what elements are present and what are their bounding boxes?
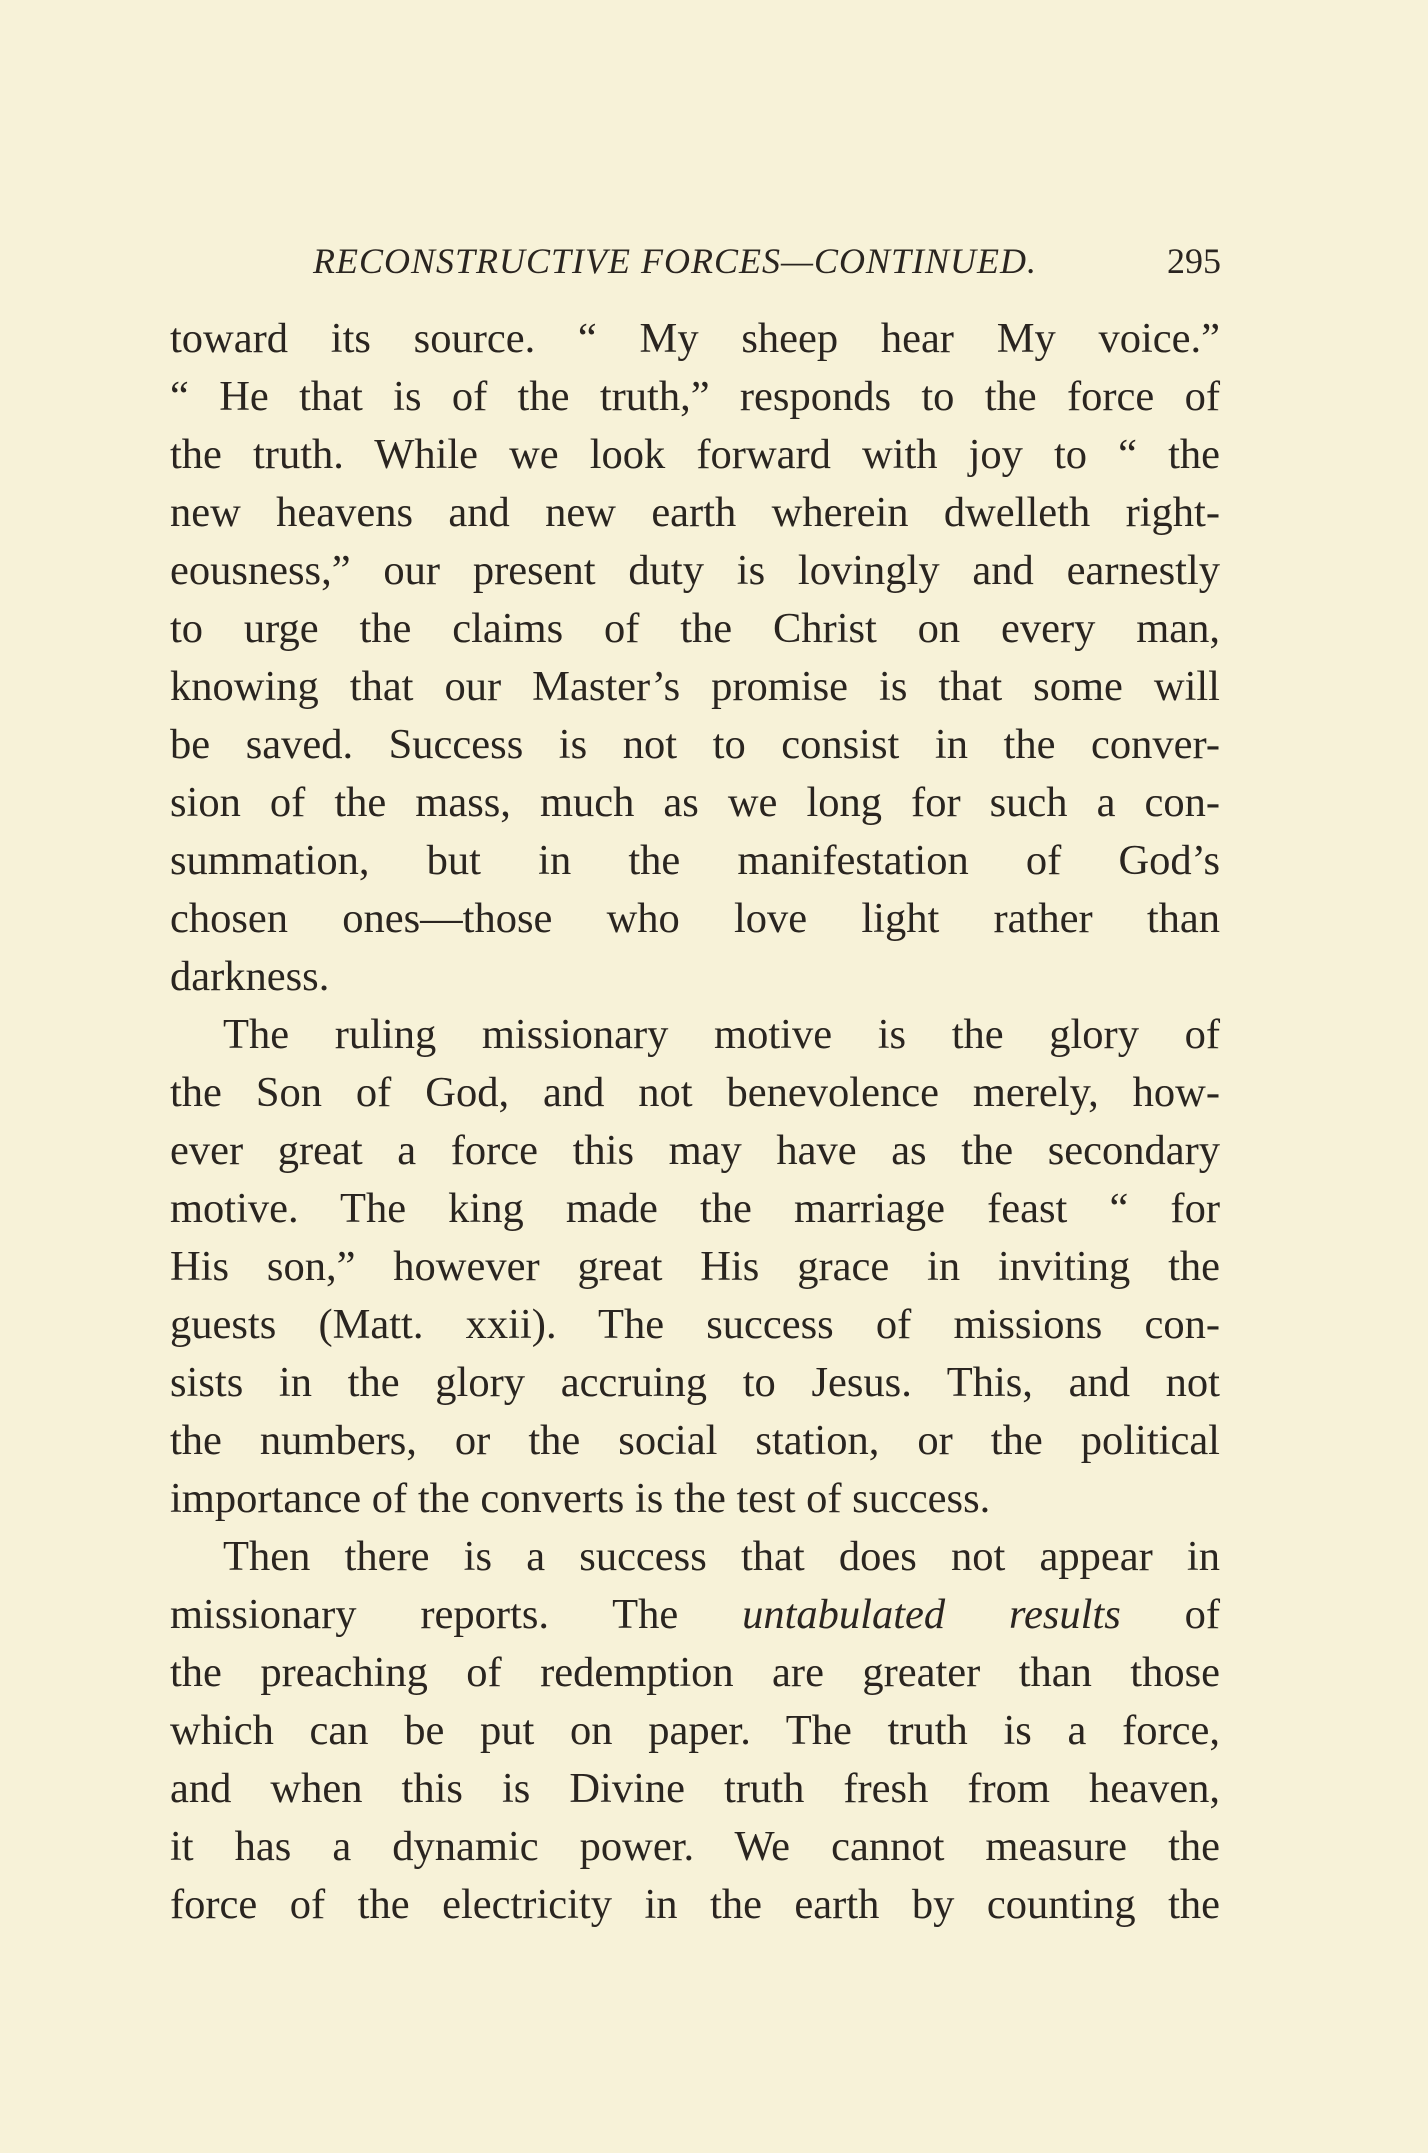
text-line: toward its source. “ My sheep hear My voice.” (170, 315, 1220, 362)
running-head (313, 240, 1221, 290)
text-line: it has a dynamic power. We cannot measure the (170, 1823, 1220, 1870)
text-line: and when this is Divine truth fresh from heaven, (170, 1765, 1220, 1812)
text-line: guests (Matt. xxii). The success of missions con- (170, 1301, 1220, 1348)
text-line (170, 1586, 1220, 1644)
text-line: His son,” however great His grace in inviting the (170, 1243, 1220, 1290)
text-line: ever great a force this may have as the secondary (170, 1127, 1220, 1174)
text-line: which can be put on paper. The truth is a force, (170, 1707, 1220, 1754)
text-line: eousness,” our present duty is lovingly and earnestly (170, 547, 1220, 594)
text-line: be saved. Success is not to consist in the conver- (170, 721, 1220, 768)
running-head-title: RECONSTRUCTIVE FORCES—CONTINUED. (313, 241, 1038, 281)
body-text (170, 310, 1220, 1934)
text-line: sists in the glory accruing to Jesus. This, and not (170, 1359, 1220, 1406)
text-line: importance of the converts is the test of success. (170, 1475, 991, 1522)
text-line: chosen ones—those who love light rather than (170, 895, 1220, 942)
text-line: new heavens and new earth wherein dwelleth right- (170, 489, 1220, 536)
paragraph-3 (170, 1528, 1220, 1934)
text-line: sion of the mass, much as we long for such a con- (170, 779, 1220, 826)
paragraph-1 (170, 310, 1220, 1006)
text-line: motive. The king made the marriage feast “ for (170, 1185, 1220, 1232)
text-line: Then there is a success that does not appear in (223, 1533, 1220, 1580)
italic-emphasis: untabulated results (742, 1591, 1121, 1638)
text-line: darkness. (170, 953, 330, 1000)
text-line: to urge the claims of the Christ on every man, (170, 605, 1220, 652)
text-segment: of (1184, 1591, 1221, 1638)
page-number: 295 (1167, 241, 1221, 281)
text-line: The ruling missionary motive is the glory of (223, 1011, 1220, 1058)
text-line: the truth. While we look forward with joy to “ the (170, 431, 1220, 478)
paragraph-2 (170, 1006, 1220, 1528)
text-line: force of the electricity in the earth by counting the (170, 1881, 1220, 1928)
text-line: the numbers, or the social station, or the political (170, 1417, 1220, 1464)
text-line: summation, but in the manifestation of God’s (170, 837, 1220, 884)
text-line: the Son of God, and not benevolence merely, how- (170, 1069, 1220, 1116)
text-line: “ He that is of the truth,” responds to the force of (170, 373, 1220, 420)
text-segment: missionary reports. The (170, 1591, 679, 1638)
text-line: knowing that our Master’s promise is that some will (170, 663, 1220, 710)
text-line: the preaching of redemption are greater than those (170, 1649, 1220, 1696)
